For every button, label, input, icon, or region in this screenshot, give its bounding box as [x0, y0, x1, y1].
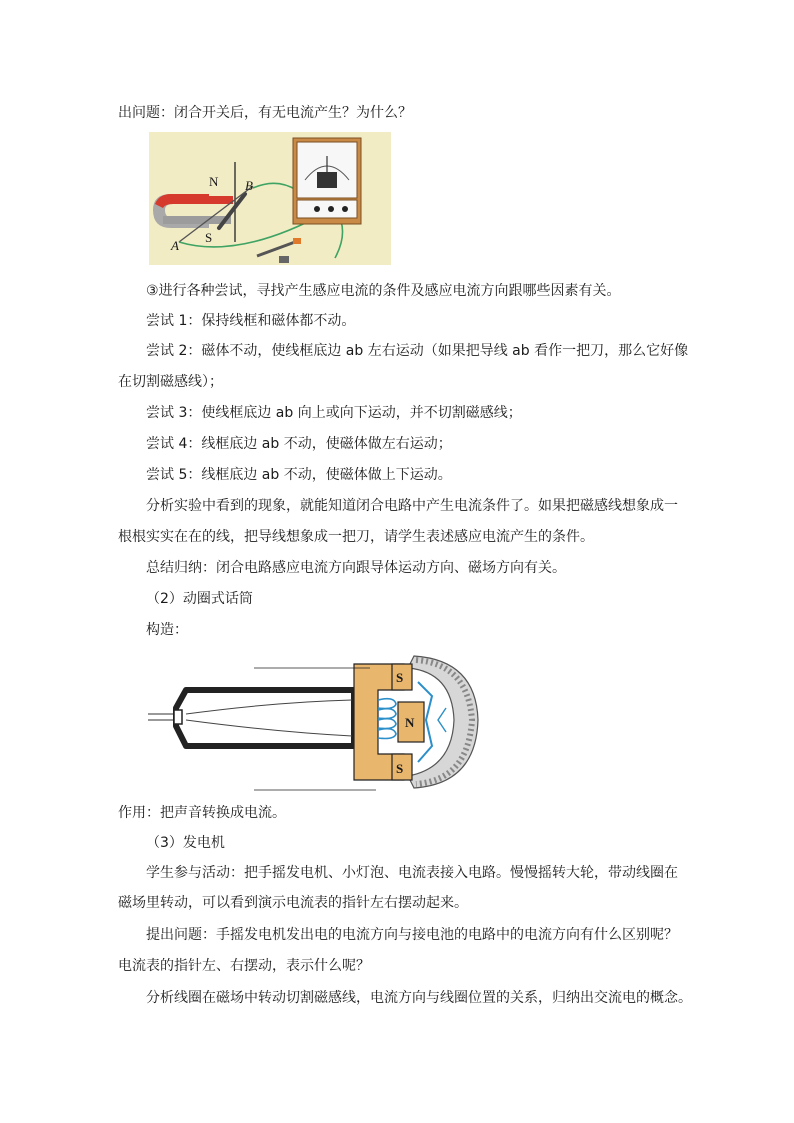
text-line-6: 尝试 3：使线框底边 ab 向上或向下运动，并不切割磁感线； [146, 405, 522, 421]
text-line-12: （2）动圈式话筒 [146, 591, 253, 607]
label-s-top: S [396, 670, 404, 685]
text-line-10: 根根实实在在的线，把导线想象成一把刀，请学生表述感应电流产生的条件。 [118, 529, 594, 545]
terminal-right [342, 206, 348, 212]
text-line-9: 分析实验中看到的现象，就能知道闭合电路中产生电流条件了。如果把磁感线想象成一 [146, 498, 678, 514]
voice-coil [378, 699, 396, 739]
label-s: S [205, 230, 213, 245]
label-n-mid: N [405, 715, 415, 730]
sound-wave-mark [438, 708, 446, 732]
galvanometer-mechanism [317, 172, 337, 188]
magnet-north-top [163, 196, 233, 204]
label-s-bottom: S [396, 761, 404, 776]
terminal-left [314, 206, 320, 212]
cable-grommet [174, 710, 182, 724]
text-line-16: 学生参与活动：把手摇发电机、小灯泡、电流表接入电路。慢慢摇转大轮，带动线圈在 [146, 865, 678, 881]
text-line-5: 在切割磁感线）； [118, 374, 223, 390]
tool-handle [293, 238, 301, 244]
terminal-mid [328, 206, 334, 212]
text-line-19: 电流表的指针左、右摆动，表示什么呢？ [118, 958, 370, 974]
text-line-4: 尝试 2：磁体不动，使线框底边 ab 左右运动（如果把导线 ab 看作一把刀，那么它好像 [146, 343, 689, 359]
text-line-1: 出问题：闭合开关后，有无电流产生？为什么？ [118, 105, 412, 121]
text-line-7: 尝试 4：线框底边 ab 不动，使磁体做左右运动； [146, 436, 452, 452]
text-line-15: （3）发电机 [146, 835, 225, 851]
text-line-3: 尝试 1：保持线框和磁体都不动。 [146, 313, 356, 329]
text-line-2: ③进行各种尝试，寻找产生感应电流的条件及感应电流方向跟哪些因素有关。 [146, 283, 621, 299]
text-line-14: 作用：把声音转换成电流。 [118, 805, 286, 821]
dynamic-microphone-figure [146, 650, 480, 795]
handle-body [176, 690, 354, 746]
text-line-8: 尝试 5：线框底边 ab 不动，使磁体做上下运动。 [146, 467, 452, 483]
text-line-18: 提出问题：手摇发电机发出电的电流方向与接电池的电路中的电流方向有什么区别呢？ [146, 927, 678, 943]
text-line-20: 分析线圈在磁场中转动切割磁感线，电流方向与线圈位置的关系，归纳出交流电的概念。 [146, 990, 692, 1006]
tool-base [279, 256, 289, 263]
text-line-11: 总结归纳：闭合电路感应电流方向跟导体运动方向、磁场方向有关。 [146, 560, 566, 576]
label-b: B [245, 178, 253, 193]
text-line-17: 磁场里转动，可以看到演示电流表的指针左右摆动起来。 [118, 895, 468, 911]
label-n: N [209, 174, 219, 189]
label-a: A [171, 238, 179, 253]
text-line-13: 构造： [146, 622, 188, 638]
induction-experiment-figure [149, 132, 391, 265]
